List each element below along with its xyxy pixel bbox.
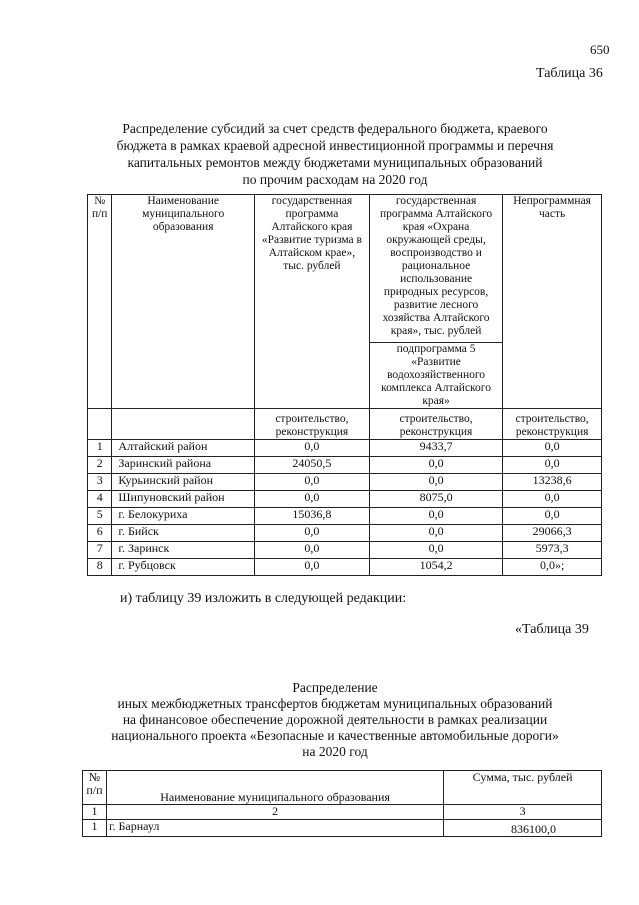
row-name: Курьинский район bbox=[112, 474, 254, 491]
row-value-tourism: 0,0 bbox=[254, 440, 369, 457]
table-row bbox=[88, 491, 602, 508]
table-36-title bbox=[95, 120, 575, 188]
title-line: бюджета в рамках краевой адресной инвестиционной программы и перечня bbox=[116, 138, 554, 153]
subsidy-table bbox=[87, 194, 602, 576]
row-name: г. Заринск bbox=[112, 542, 254, 559]
row-value-tourism: 0,0 bbox=[254, 474, 369, 491]
subheader-construction: строительство, реконструкция bbox=[369, 409, 502, 440]
row-number: 1 bbox=[83, 820, 107, 837]
row-number: 1 bbox=[88, 440, 112, 457]
table-row bbox=[88, 457, 602, 474]
row-value-tourism: 24050,5 bbox=[254, 457, 369, 474]
row-number: 4 bbox=[88, 491, 112, 508]
title-line: капитальных ремонтов между бюджетами муниципальных образований bbox=[127, 155, 543, 170]
row-value-tourism: 0,0 bbox=[254, 542, 369, 559]
title-line: иных межбюджетных трансфертов бюджетам муниципальных образований bbox=[117, 696, 553, 711]
header-name: Наименование муниципального образования bbox=[112, 195, 254, 409]
transfers-table bbox=[82, 770, 602, 837]
header-num: № п/п bbox=[83, 771, 107, 805]
row-name: г. Рубцовск bbox=[112, 559, 254, 576]
row-value-environment: 0,0 bbox=[369, 508, 502, 525]
row-number: 2 bbox=[88, 457, 112, 474]
title-line: национального проекта «Безопасные и качественные автомобильные дороги» bbox=[111, 728, 559, 743]
table-row bbox=[88, 474, 602, 491]
row-value-environment: 9433,7 bbox=[369, 440, 502, 457]
row-value-non-program: 29066,3 bbox=[503, 525, 602, 542]
header-num: № п/п bbox=[88, 195, 112, 409]
table-36-label: Таблица 36 bbox=[536, 66, 603, 81]
header-non-program: Непрограммная часть bbox=[503, 195, 602, 409]
row-value-environment: 1054,2 bbox=[369, 559, 502, 576]
index-row bbox=[83, 805, 602, 820]
row-number: 6 bbox=[88, 525, 112, 542]
header-tourism-program: государственная программа Алтайского края «Развитие туризма в Алтайском крае», тыс. рублей bbox=[254, 195, 369, 409]
row-value-environment: 8075,0 bbox=[369, 491, 502, 508]
row-number: 3 bbox=[88, 474, 112, 491]
table-39-label: «Таблица 39 bbox=[515, 622, 589, 637]
header-empty-num bbox=[88, 409, 112, 440]
title-line: Распределение bbox=[292, 680, 378, 695]
row-value-environment: 0,0 bbox=[369, 457, 502, 474]
table-row bbox=[88, 508, 602, 525]
row-sum: 836100,0 bbox=[444, 820, 602, 837]
subheader-construction: строительство, реконструкция bbox=[254, 409, 369, 440]
header-subprogram-5: подпрограмма 5 «Развитие водохозяйственного комплекса Алтайского края» bbox=[369, 343, 502, 409]
row-value-non-program: 5973,3 bbox=[503, 542, 602, 559]
row-value-non-program: 13238,6 bbox=[503, 474, 602, 491]
index-cell: 2 bbox=[106, 805, 443, 820]
title-line: на финансовое обеспечение дорожной деятельности в рамках реализации bbox=[122, 712, 548, 727]
header-name: Наименование муниципального образования bbox=[106, 771, 443, 805]
row-value-environment: 0,0 bbox=[369, 542, 502, 559]
row-value-tourism: 15036,8 bbox=[254, 508, 369, 525]
row-value-tourism: 0,0 bbox=[254, 491, 369, 508]
header-empty-name bbox=[112, 409, 254, 440]
header-environment-program: государственная программа Алтайского края «Охрана окружающей среды, воспроизводство и рациональное использование природных ресурсов, развитие лесного хозяйства Алтайского края», тыс. рублей bbox=[369, 195, 502, 343]
row-name: г. Белокуриха bbox=[112, 508, 254, 525]
row-name: Алтайский район bbox=[112, 440, 254, 457]
row-number: 8 bbox=[88, 559, 112, 576]
row-number: 5 bbox=[88, 508, 112, 525]
row-value-non-program: 0,0 bbox=[503, 508, 602, 525]
subheader-construction: строительство, реконструкция bbox=[503, 409, 602, 440]
row-value-tourism: 0,0 bbox=[254, 525, 369, 542]
row-value-non-program: 0,0 bbox=[503, 491, 602, 508]
row-name: г. Барнаул bbox=[106, 820, 443, 837]
title-line: на 2020 год bbox=[302, 744, 368, 759]
row-value-non-program: 0,0 bbox=[503, 457, 602, 474]
index-cell: 1 bbox=[83, 805, 107, 820]
row-value-environment: 0,0 bbox=[369, 474, 502, 491]
row-value-tourism: 0,0 bbox=[254, 559, 369, 576]
page-number: 650 bbox=[590, 42, 610, 57]
row-number: 7 bbox=[88, 542, 112, 559]
index-cell: 3 bbox=[444, 805, 602, 820]
header-sum: Сумма, тыс. рублей bbox=[444, 771, 602, 805]
row-name: Заринский района bbox=[112, 457, 254, 474]
row-name: г. Бийск bbox=[112, 525, 254, 542]
table-row bbox=[88, 542, 602, 559]
row-value-non-program: 0,0»; bbox=[503, 559, 602, 576]
row-name: Шипуновский район bbox=[112, 491, 254, 508]
table-39-title bbox=[80, 680, 590, 760]
title-line: по прочим расходам на 2020 год bbox=[242, 172, 428, 187]
amendment-text: и) таблицу 39 изложить в следующей редакции: bbox=[120, 591, 407, 606]
table-row bbox=[88, 559, 602, 576]
table-row bbox=[88, 525, 602, 542]
row-value-non-program: 0,0 bbox=[503, 440, 602, 457]
table-row bbox=[83, 820, 602, 837]
table-row bbox=[88, 440, 602, 457]
row-value-environment: 0,0 bbox=[369, 525, 502, 542]
title-line: Распределение субсидий за счет средств федерального бюджета, краевого bbox=[122, 121, 548, 136]
